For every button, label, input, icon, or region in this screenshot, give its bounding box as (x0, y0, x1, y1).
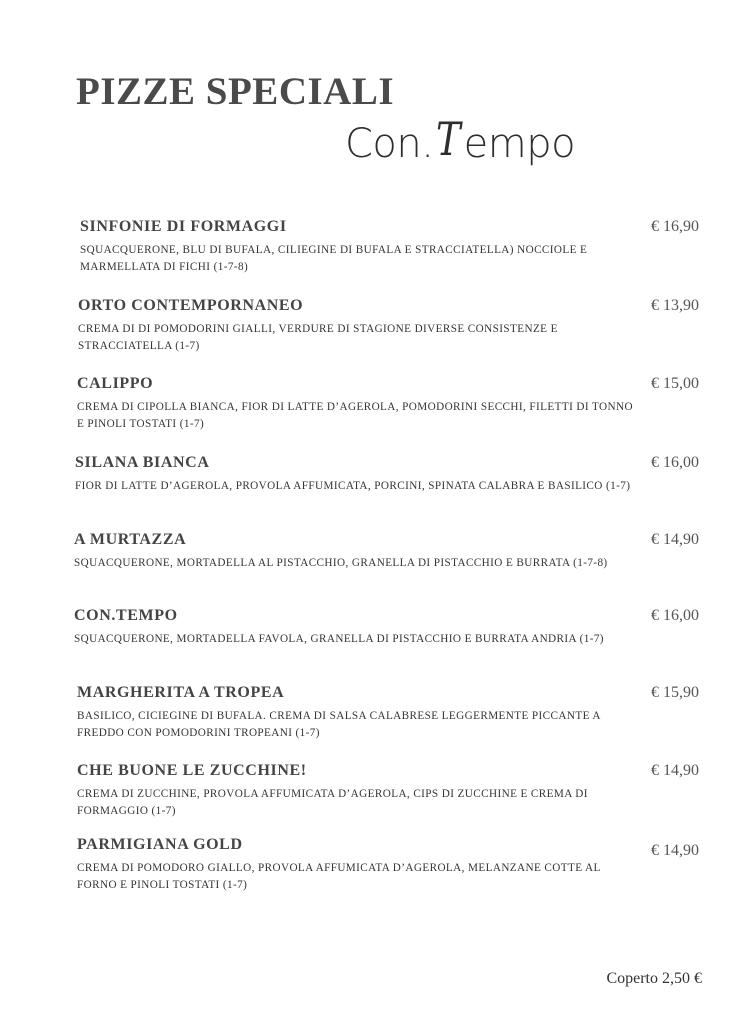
menu-item-price: € 13,90 (651, 297, 699, 314)
menu-item-name: A MURTAZZA (74, 531, 187, 548)
menu-item-description: FIOR DI LATTE D’AGEROLA, PROVOLA AFFUMICATA, PORCINI, SPINATA CALABRA E BASILICO (1-7) (75, 480, 631, 492)
brand-logo (345, 112, 576, 167)
brand-t: T (436, 112, 461, 166)
menu-item-price: € 14,90 (651, 762, 699, 779)
brand-suffix: empo (463, 121, 576, 167)
menu-item-name: ORTO CONTEMPORNANEO (78, 297, 304, 314)
menu-item-description: CREMA DI ZUCCHINE, PROVOLA AFFUMICATA D’AGEROLA, CIPS DI ZUCCHINE E CREMA DI FORMAGGIO (1-7) (77, 788, 588, 817)
menu-item-name: CHE BUONE LE ZUCCHINE! (77, 762, 307, 779)
menu-item-name: CON.TEMPO (74, 607, 178, 624)
menu-item-description: SQUACQUERONE, MORTADELLA FAVOLA, GRANELLA DI PISTACCHIO E BURRATA ANDRIA (1-7) (74, 633, 604, 645)
menu-item-description: CREMA DI CIPOLLA BIANCA, FIOR DI LATTE D’AGEROLA, POMODORINI SECCHI, FILETTI DI TONNO E PINOLI TOSTATI (1-7) (77, 401, 633, 430)
menu-item-price: € 16,00 (651, 454, 699, 471)
menu-item-price: € 14,90 (651, 531, 699, 548)
menu-item-price: € 15,90 (651, 684, 699, 701)
menu-item-description: SQUACQUERONE, MORTADELLA AL PISTACCHIO, GRANELLA DI PISTACCHIO E BURRATA (1-7-8) (74, 557, 608, 569)
page-title: PIZZE SPECIALI (76, 70, 395, 113)
menu-item-description: CREMA DI DI POMODORINI GIALLI, VERDURE DI STAGIONE DIVERSE CONSISTENZE E STRACCIATELLA (1-7) (78, 323, 558, 352)
brand-prefix: Con. (345, 121, 434, 167)
menu-item-price: € 16,90 (651, 218, 699, 235)
menu-item-price: € 16,00 (651, 607, 699, 624)
menu-item-description: CREMA DI POMODORO GIALLO, PROVOLA AFFUMICATA D’AGEROLA, MELANZANE COTTE AL FORNO E PINOLI TOSTATI (1-7) (77, 862, 601, 891)
coperto-note: Coperto 2,50 € (606, 970, 702, 987)
menu-item-price: € 15,00 (651, 375, 699, 392)
menu-item-name: MARGHERITA A TROPEA (77, 684, 285, 701)
menu-item-description: SQUACQUERONE, BLU DI BUFALA, CILIEGINE DI BUFALA E STRACCIATELLA) NOCCIOLE E MARMELLATA DI FICHI (1-7-8) (80, 244, 588, 273)
menu-item-description: BASILICO, CICIEGINE DI BUFALA. CREMA DI SALSA CALABRESE LEGGERMENTE PICCANTE A FREDDO CON POMODORINI TROPEANI (1-7) (77, 710, 601, 739)
menu-item-name: CALIPPO (77, 375, 154, 392)
menu-item-name: SINFONIE DI FORMAGGI (80, 218, 287, 235)
menu-item-price: € 14,90 (651, 842, 699, 859)
menu-item-name: PARMIGIANA GOLD (77, 836, 243, 853)
menu-item-name: SILANA BIANCA (75, 454, 210, 471)
